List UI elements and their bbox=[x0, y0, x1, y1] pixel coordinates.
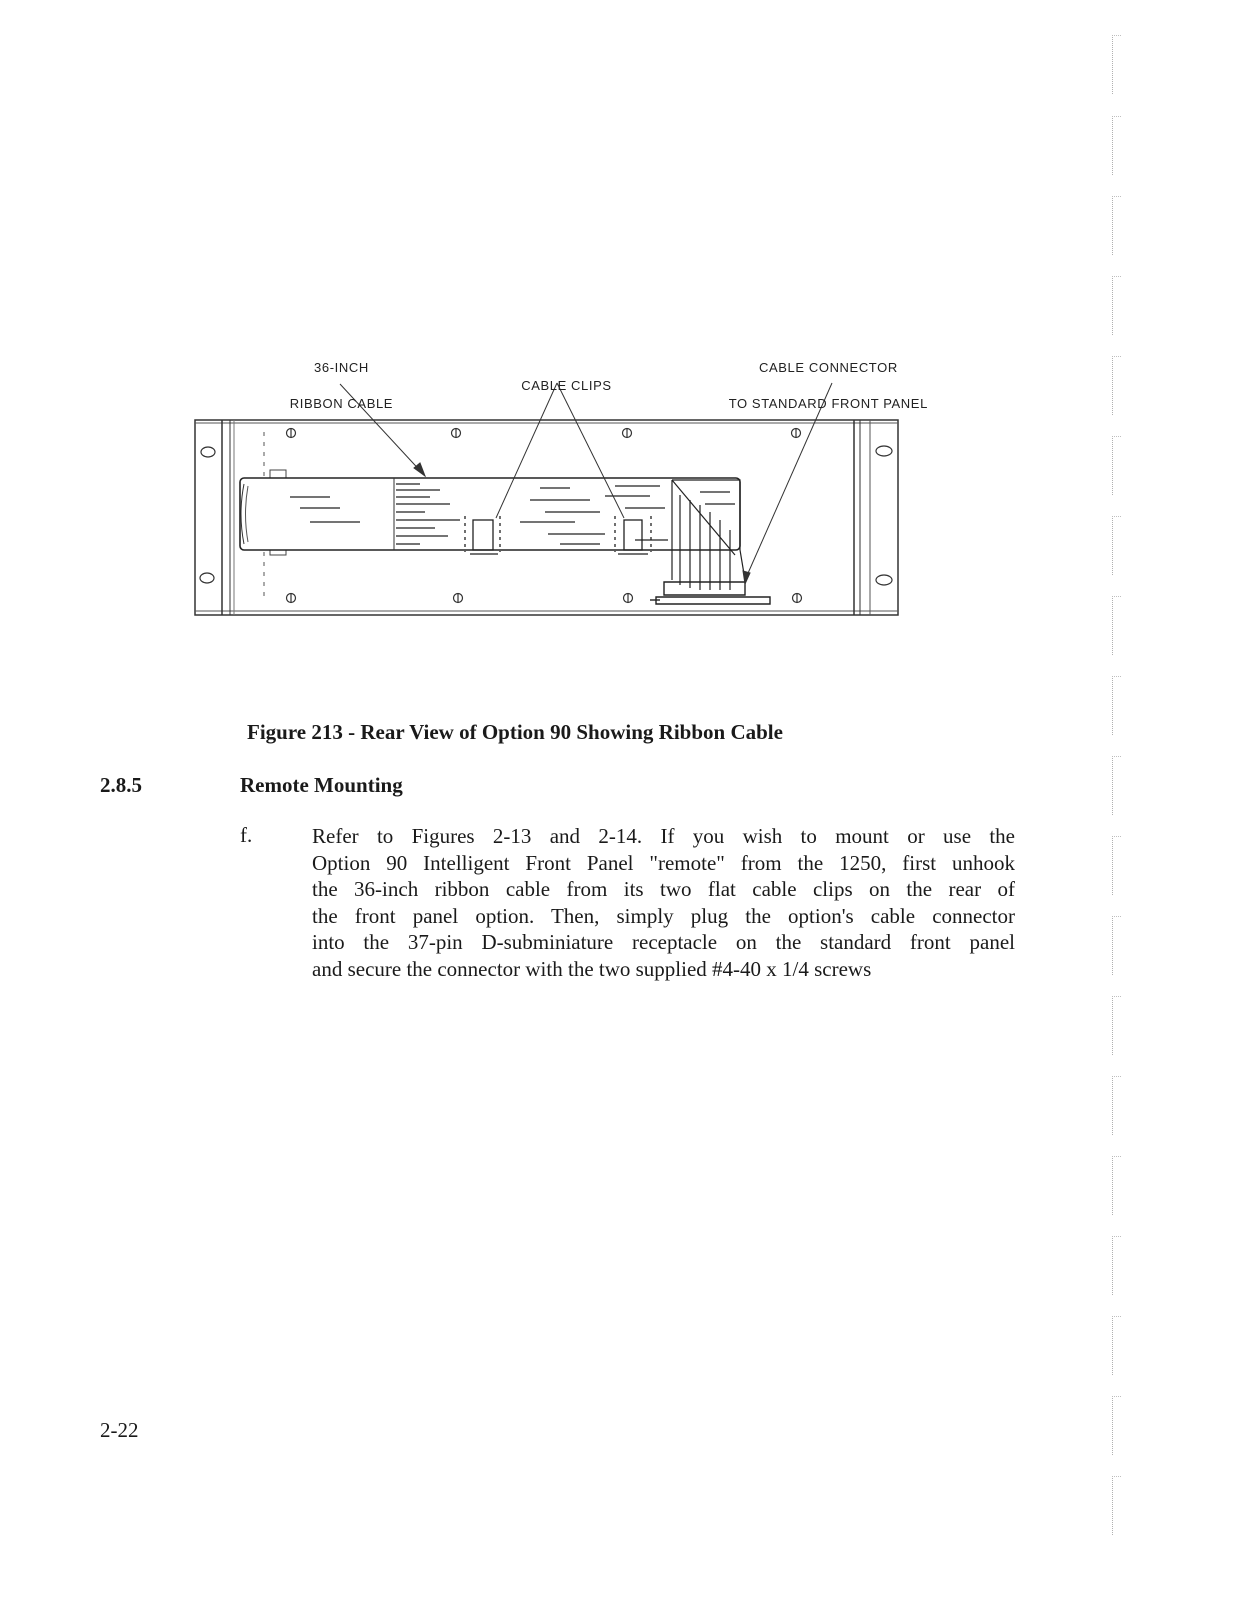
binder-margin-mark bbox=[1112, 1236, 1121, 1295]
ribbon-cable-label: 36-INCH RIBBON CABLE bbox=[289, 360, 394, 411]
left-bottom-slot bbox=[200, 573, 214, 583]
binder-margin-mark bbox=[1112, 836, 1121, 895]
paragraph-line: the front panel option. Then, simply plug the option's cable connector bbox=[312, 903, 1015, 928]
binder-margin-mark bbox=[1112, 35, 1121, 94]
binder-margin-mark bbox=[1112, 996, 1121, 1055]
binder-margin-mark bbox=[1112, 436, 1121, 495]
binder-margin-mark bbox=[1112, 596, 1121, 655]
binder-margin-mark bbox=[1112, 356, 1121, 415]
cable-connector-label: CABLE CONNECTOR TO STANDARD FRONT PANEL bbox=[728, 360, 928, 411]
binder-margin-mark bbox=[1112, 1156, 1121, 1215]
binder-margin-mark bbox=[1112, 516, 1121, 575]
binder-margin-mark bbox=[1112, 1076, 1121, 1135]
binder-margin-mark bbox=[1112, 916, 1121, 975]
paragraph-line: Option 90 Intelligent Front Panel "remote" from the 1250, first unhook bbox=[312, 850, 1015, 875]
cable-clips-label: CABLE CLIPS bbox=[521, 378, 612, 393]
paragraph-line: into the 37-pin D-subminiature receptacle on the standard front panel bbox=[312, 930, 1015, 954]
list-item-paragraph bbox=[312, 823, 1015, 982]
right-top-slot bbox=[876, 446, 892, 456]
binder-margin-mark bbox=[1112, 1316, 1121, 1375]
binder-margin-mark bbox=[1112, 1476, 1121, 1535]
list-item-marker: f. bbox=[240, 823, 253, 847]
right-bottom-slot bbox=[876, 575, 892, 585]
binder-margin-mark bbox=[1112, 756, 1121, 815]
binder-margin-mark bbox=[1112, 1396, 1121, 1455]
left-top-slot bbox=[201, 447, 215, 457]
paragraph-line: the 36-inch ribbon cable from its two flat cable clips on the rear of bbox=[312, 877, 1015, 901]
figure-caption: Figure 213 - Rear View of Option 90 Showing Ribbon Cable bbox=[247, 720, 783, 744]
page-number: 2-22 bbox=[100, 1418, 139, 1442]
binder-margin-mark bbox=[1112, 116, 1121, 175]
binder-margin-mark bbox=[1112, 196, 1121, 255]
section-title: Remote Mounting bbox=[240, 773, 403, 797]
paragraph-line: Refer to Figures 2-13 and 2-14. If you wish to mount or use the bbox=[312, 824, 1015, 848]
paragraph-line: and secure the connector with the two supplied #4-40 x 1/4 screws bbox=[312, 956, 872, 981]
ribbon-cable bbox=[240, 478, 740, 550]
section-number: 2.8.5 bbox=[100, 773, 142, 797]
binder-margin-mark bbox=[1112, 276, 1121, 335]
binder-margin-mark bbox=[1112, 676, 1121, 735]
